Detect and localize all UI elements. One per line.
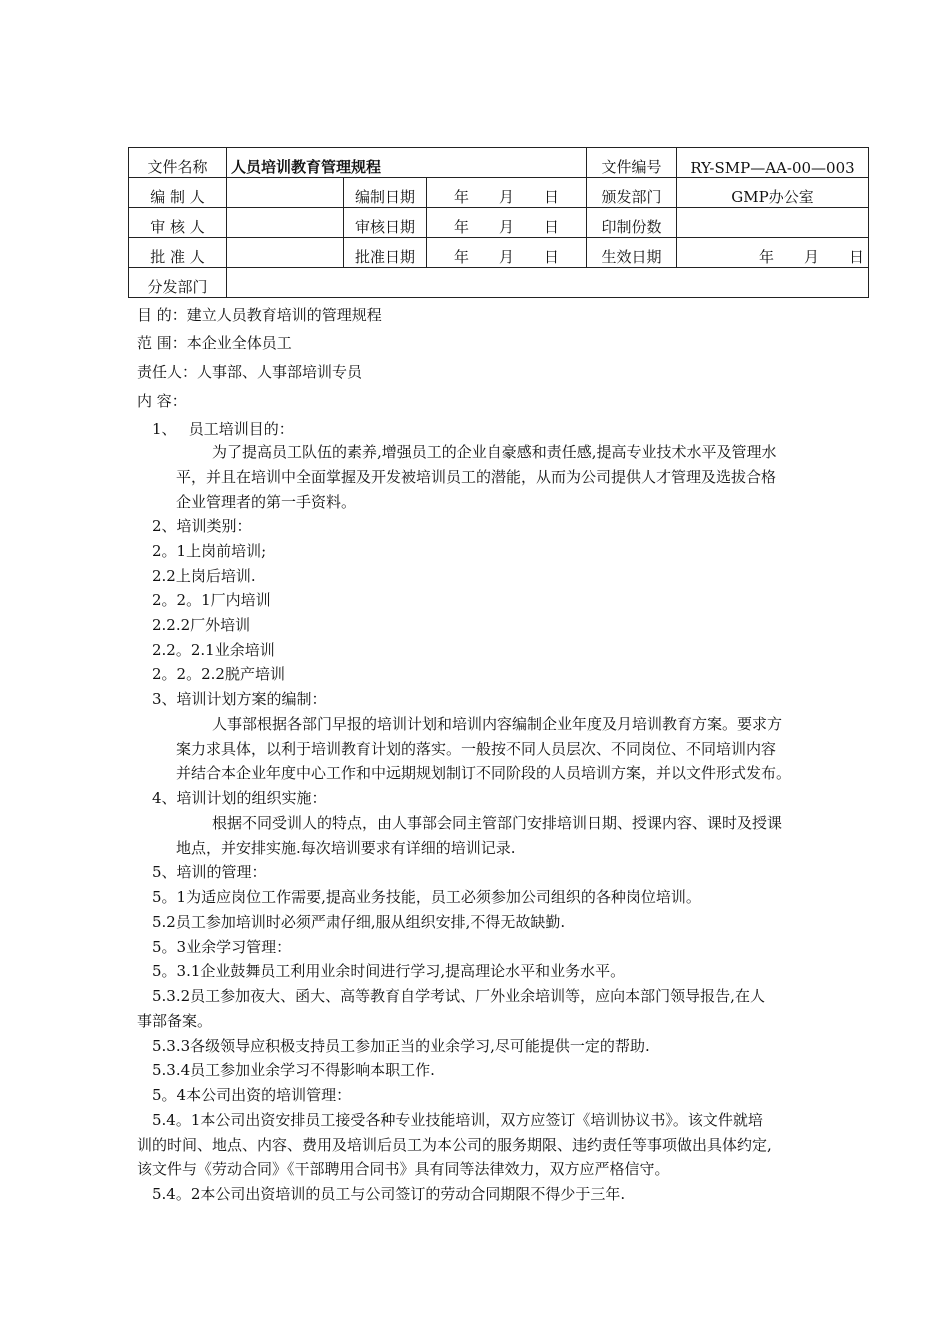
reviewed-date-value: 年 月 日 bbox=[427, 208, 587, 238]
list-item: 2。1上岗前培训; bbox=[152, 542, 267, 560]
issue-dept-label: 颁发部门 bbox=[587, 178, 677, 208]
list-item: 5.2员工参加培训时必须严肃仔细,服从组织安排,不得无故缺勤. bbox=[152, 913, 566, 931]
list-item: 5。3业余学习管理： bbox=[152, 938, 292, 956]
list-item: 2.2。2.1业余培训 bbox=[152, 641, 275, 659]
list-item: 5.4。2本公司出资培训的员工与公司签订的劳动合同期限不得少于三年. bbox=[152, 1185, 626, 1203]
section-heading: 1、 员工培训目的： bbox=[152, 420, 294, 438]
effective-date-value: 年 月 日 bbox=[677, 238, 869, 268]
paragraph-line: 地点，并安排实施.每次培训要求有详细的培训记录. bbox=[176, 839, 516, 857]
reviewed-date-label: 审核日期 bbox=[344, 208, 427, 238]
paragraph-line: 为了提高员工队伍的素养,增强员工的企业自豪感和责任感,提高专业技术水平及管理水 bbox=[212, 443, 777, 461]
file-name-label: 文件名称 bbox=[129, 148, 227, 178]
list-item: 2.2上岗后培训. bbox=[152, 567, 256, 585]
issue-dept-value: GMP办公室 bbox=[677, 178, 869, 208]
list-item-continuation: 该文件与《劳动合同》《干部聘用合同书》具有同等法律效力，双方应严格信守。 bbox=[137, 1160, 670, 1178]
list-item: 2.2.2厂外培训 bbox=[152, 616, 251, 634]
prepared-by-label: 编 制 人 bbox=[129, 178, 227, 208]
file-no-value: RY-SMP—AA-00—003 bbox=[677, 148, 869, 178]
document-header-table bbox=[128, 147, 869, 298]
print-copies-value bbox=[677, 208, 869, 238]
list-item: 5。1为适应岗位工作需要,提高业务技能，员工必须参加公司组织的各种岗位培训。 bbox=[152, 888, 701, 906]
file-name-value: 人员培训教育管理规程 bbox=[227, 148, 587, 178]
section-heading: 4、培训计划的组织实施： bbox=[152, 789, 327, 807]
prepared-date-label: 编制日期 bbox=[344, 178, 427, 208]
distribution-label: 分发部门 bbox=[129, 268, 227, 298]
list-item-continuation: 事部备案。 bbox=[137, 1012, 213, 1030]
list-item-continuation: 训的时间、地点、内容、费用及培训后员工为本公司的服务期限、违约责任等事项做出具体约定, bbox=[137, 1136, 772, 1154]
list-item: 5.3.2员工参加夜大、函大、高等教育自学考试、厂外业余培训等，应向本部门领导报告,在人 bbox=[152, 987, 765, 1005]
prepared-date-value: 年 月 日 bbox=[427, 178, 587, 208]
paragraph-line: 根据不同受训人的特点，由人事部会同主管部门安排培训日期、授课内容、课时及授课 bbox=[212, 814, 783, 832]
list-item: 5.3.3各级领导应积极支持员工参加正当的业余学习,尽可能提供一定的帮助. bbox=[152, 1037, 650, 1055]
paragraph-line: 人事部根据各部门早报的培训计划和培训内容编制企业年度及月培训教育方案。要求方 bbox=[212, 715, 783, 733]
approved-by-value bbox=[227, 238, 344, 268]
list-item: 5.4。1本公司出资安排员工接受各种专业技能培训，双方应签订《培训协议书》。该文件就培 bbox=[152, 1111, 763, 1129]
responsible-line: 责任人：人事部、人事部培训专员 bbox=[137, 363, 363, 381]
file-no-label: 文件编号 bbox=[587, 148, 677, 178]
paragraph-line: 并结合本企业年度中心工作和中远期规划制订不同阶段的人员培训方案，并以文件形式发布。 bbox=[176, 764, 792, 782]
section-heading: 3、培训计划方案的编制： bbox=[152, 690, 327, 708]
paragraph-line: 企业管理者的第一手资料。 bbox=[176, 493, 357, 511]
content-heading: 内 容： bbox=[137, 392, 187, 410]
scope-line: 范 围：本企业全体员工 bbox=[137, 334, 292, 352]
list-item: 2。2。2.2脱产培训 bbox=[152, 665, 285, 683]
distribution-value bbox=[227, 268, 869, 298]
list-item: 5。4本公司出资的培训管理： bbox=[152, 1086, 352, 1104]
section-heading: 5、培训的管理： bbox=[152, 863, 267, 881]
approved-date-label: 批准日期 bbox=[344, 238, 427, 268]
effective-date-label: 生效日期 bbox=[587, 238, 677, 268]
purpose-line: 目 的：建立人员教育培训的管理规程 bbox=[137, 306, 382, 324]
approved-by-label: 批 准 人 bbox=[129, 238, 227, 268]
prepared-by-value bbox=[227, 178, 344, 208]
approved-date-value: 年 月 日 bbox=[427, 238, 587, 268]
list-item: 2。2。1厂内培训 bbox=[152, 591, 271, 609]
paragraph-line: 平，并且在培训中全面掌握及开发被培训员工的潜能，从而为公司提供人才管理及选拔合格 bbox=[176, 468, 777, 486]
print-copies-label: 印制份数 bbox=[587, 208, 677, 238]
list-item: 5.3.4员工参加业余学习不得影响本职工作. bbox=[152, 1061, 435, 1079]
paragraph-line: 案力求具体，以利于培训教育计划的落实。一般按不同人员层次、不同岗位、不同培训内容 bbox=[176, 740, 777, 758]
section-heading: 2、培训类别： bbox=[152, 517, 252, 535]
reviewed-by-value bbox=[227, 208, 344, 238]
reviewed-by-label: 审 核 人 bbox=[129, 208, 227, 238]
list-item: 5。3.1企业鼓舞员工利用业余时间进行学习,提高理论水平和业务水平。 bbox=[152, 962, 626, 980]
